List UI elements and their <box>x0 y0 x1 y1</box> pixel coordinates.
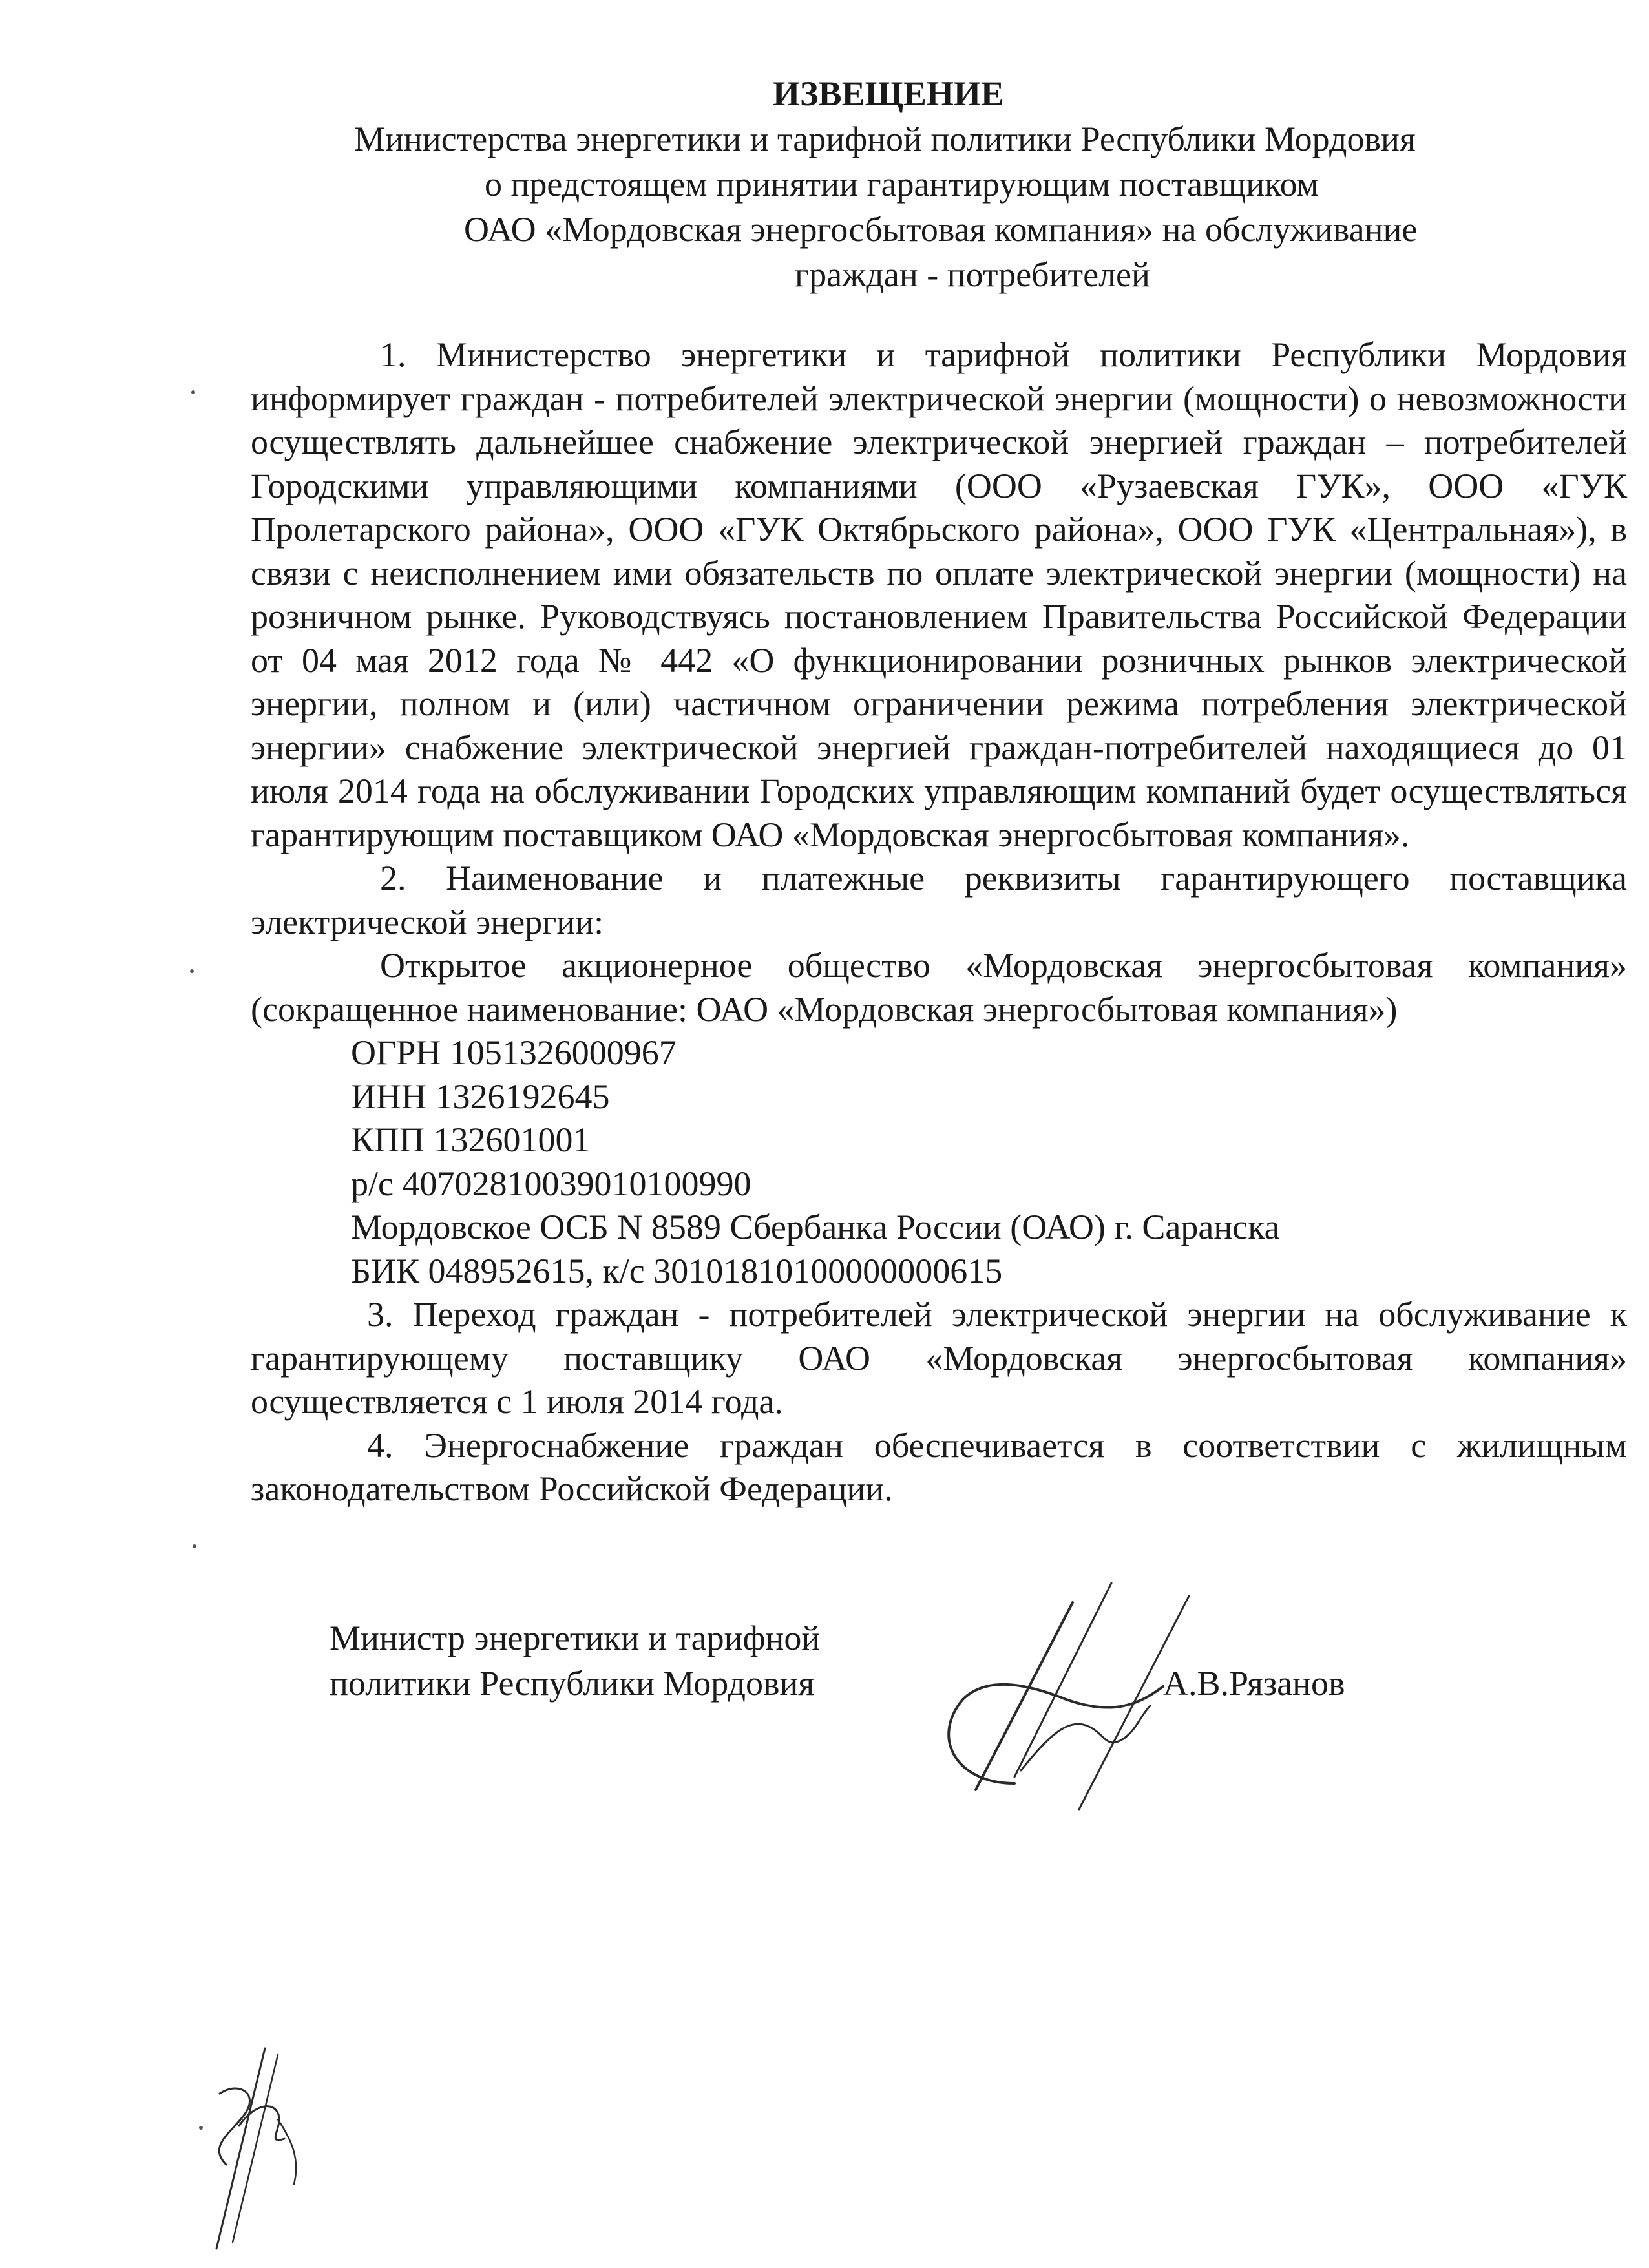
inn-line: ИНН 1326192645 <box>351 1076 610 1116</box>
kpp-line: КПП 132601001 <box>351 1120 591 1159</box>
paragraph-2: 2. Наименование и платежные реквизиты гарантирующего поставщика электрической энергии: <box>251 859 1627 941</box>
signatory-position <box>330 1615 820 1706</box>
margin-dot <box>193 1544 196 1548</box>
paragraph-3: 3. Переход граждан - потребителей электрической энергии на обслуживание к гарантирующему поставщику ОАО «Мордовская энергосбытовая компания» осуществляется с 1 июля 2014 года. <box>251 1295 1627 1421</box>
document-title: ИЗВЕЩЕНИЕ <box>773 74 1004 113</box>
organization-name: Открытое акционерное общество «Мордовская энергосбытовая компания» (сокращенное наименование: ОАО «Мордовская энергосбытовая компания») <box>251 946 1627 1029</box>
margin-dot <box>191 390 195 394</box>
bank-line: Мордовское ОСБ N 8589 Сбербанка России (ОАО) г. Саранска <box>351 1208 1280 1246</box>
account-line: р/с 40702810039010100990 <box>351 1164 751 1203</box>
header-line-4: граждан - потребителей <box>795 255 1150 294</box>
signatory-name: А.В.Рязанов <box>1163 1664 1345 1703</box>
paragraph-1: 1. Министерство энергетики и тарифной политики Республики Мордовия информирует граждан - потребителей электрической энергии (мощности) о невозможности осуществлять дальнейшее снабжение электрической энергией граждан – потребителей Городскими управляющими компаниями (ООО «Рузаевская ГУК», ООО «ГУК Пролетарского района», ООО «ГУК Октябрьского района», ООО ГУК «Центральная»), в связи с неисполнением ими обязательств по оплате электрической энергии (мощности) на розничном рынке. Руководствуясь постановлением Правительства Российской Федерации от 04 мая 2012 года № 442 «О функционировании розничных рынков электрической энергии, полном и (или) частичном ограничении режима потребления электрической энергии» снабжение электрической энергией граждан-потребителей находящиеся до 01 июля 2014 года на обслуживании Городских управляющим компаний будет осуществляться гарантирующим поставщиком ОАО «Мордовская энергосбытовая компания». <box>251 335 1627 854</box>
notice-body <box>251 333 1627 1511</box>
initials-mark <box>181 2035 323 2262</box>
header-line-2: о предстоящем принятии гарантирующим поставщиком <box>485 165 1319 204</box>
bik-line: БИК 048952615, к/с 30101810100000000615 <box>351 1251 1003 1290</box>
header-line-1: Министерства энергетики и тарифной политики Республики Мордовия <box>354 120 1416 158</box>
margin-dot <box>190 969 194 973</box>
header-line-3: ОАО «Мордовская энергосбытовая компания» на обслуживание <box>464 210 1418 249</box>
signatory-position-line-2: политики Республики Мордовия <box>330 1664 815 1703</box>
signatory-position-line-1: Министр энергетики и тарифной <box>330 1619 821 1657</box>
margin-dot <box>199 2126 203 2130</box>
paragraph-4: 4. Энергоснабжение граждан обеспечивается в соответствии с жилищным законодательством Российской Федерации. <box>251 1425 1627 1508</box>
handwritten-signature <box>918 1577 1215 1816</box>
ogrn-line: ОГРН 1051326000967 <box>351 1033 677 1072</box>
